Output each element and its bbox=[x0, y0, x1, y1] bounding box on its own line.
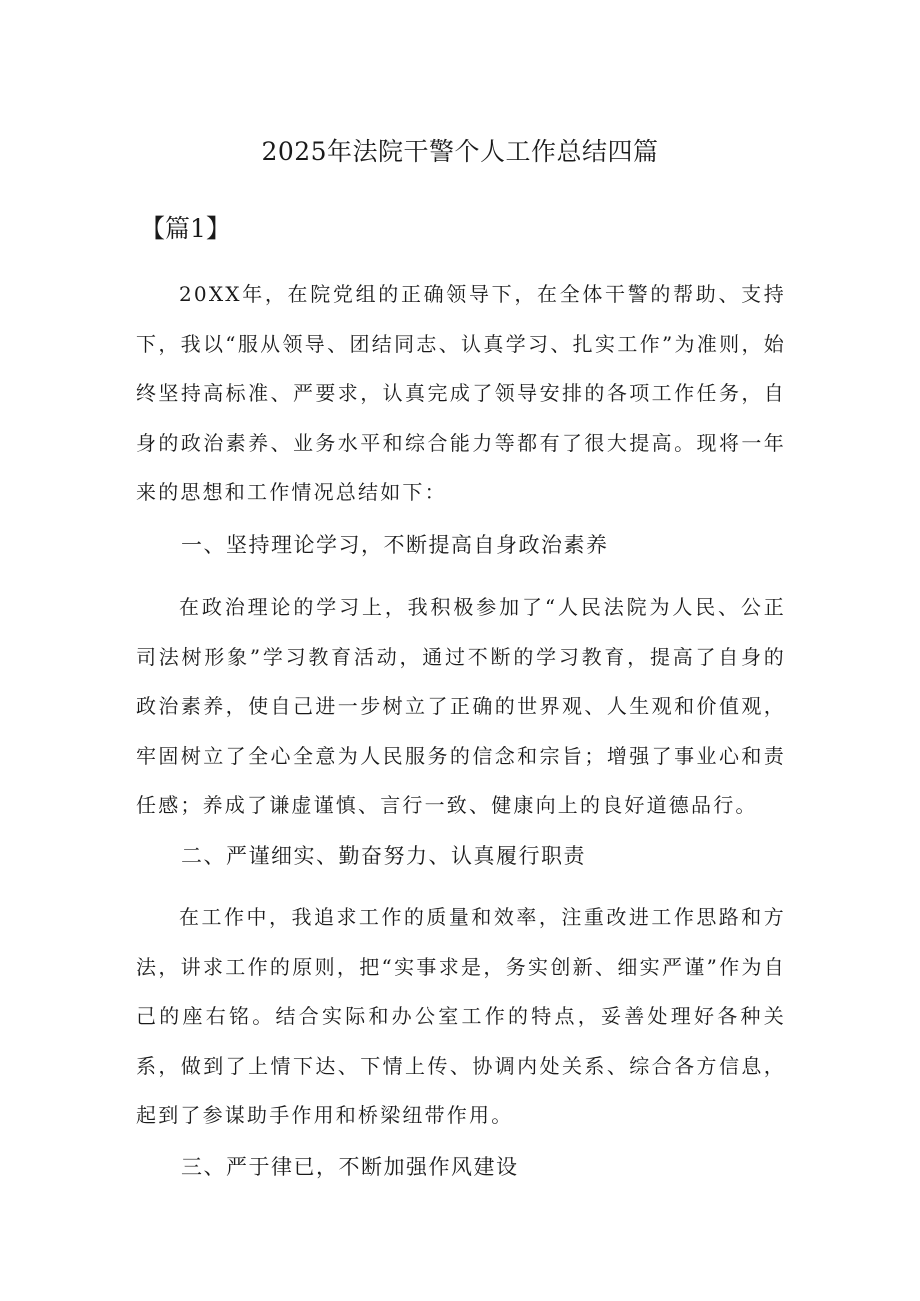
section-tag: 【篇1】 bbox=[140, 214, 231, 243]
heading-2: 二、严谨细实、勤奋努力、认真履行职责 bbox=[181, 844, 586, 868]
heading-1: 一、坚持理论学习，不断提高自身政治素养 bbox=[181, 533, 609, 557]
document-title: 2025年法院干警个人工作总结四篇 bbox=[261, 137, 659, 166]
paragraph-political-study: 在政治理论的学习上，我积极参加了“人民法院为人民、公正司法树形象”学习教育活动，通过不断的学习教育，提高了自身的政治素养，使自己进一步树立了正确的世界观、人生观和价值观，牢固树立了全心全意为人民服务的信念和宗旨；增强了事业心和责任感；养成了谦虚谨慎、言行一致、健康向上的良好道德品行。 bbox=[136, 595, 786, 817]
heading-3: 三、严于律已，不断加强作风建设 bbox=[181, 1155, 519, 1179]
paragraph-duties: 在工作中，我追求工作的质量和效率，注重改进工作思路和方法，讲求工作的原则，把“实事求是，务实创新、细实严谨”作为自己的座右铭。结合实际和办公室工作的特点，妥善处理好各种关系，做到了上情下达、下情上传、协调内处关系、综合各方信息，起到了参谋助手作用和桥梁纽带作用。 bbox=[136, 905, 786, 1127]
paragraph-intro: 20XX年，在院党组的正确领导下，在全体干警的帮助、支持下，我以“服从领导、团结同志、认真学习、扎实工作”为准则，始终坚持高标准、严要求，认真完成了领导安排的各项工作任务，自身的政治素养、业务水平和综合能力等都有了很大提高。现将一年来的思想和工作情况总结如下： bbox=[136, 282, 786, 504]
